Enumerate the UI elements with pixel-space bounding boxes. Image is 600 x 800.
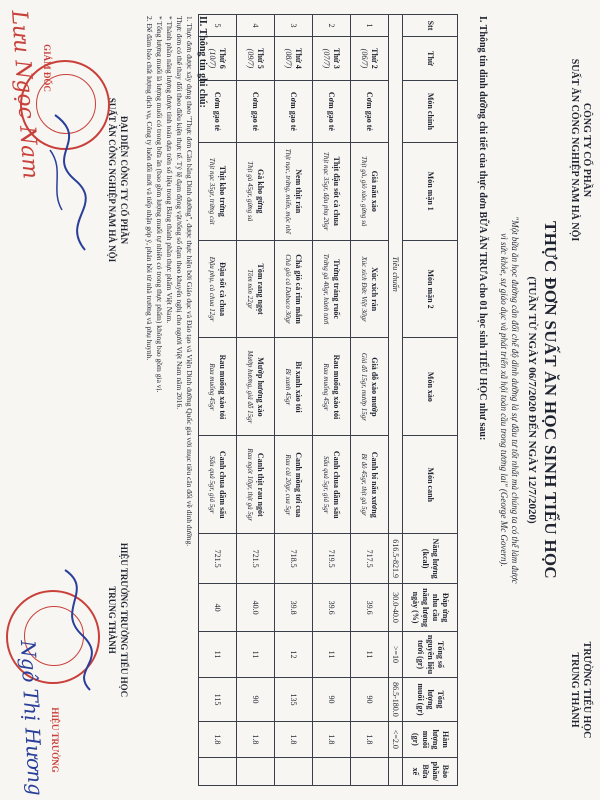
note-line: Thực đơn có thể thay đổi theo điều kiện thực tế. Tỷ lệ đạm động vật/tổng số đạm theo khuyến nghị cho người Việt Nam năm 2016.: [175, 16, 184, 410]
table-cell: 90: [237, 677, 275, 721]
school-sign-line2: TRUNG THÀNH: [107, 586, 117, 654]
dish-detail: Bí đỏ 45gr, thịt gà 5gr: [360, 453, 369, 516]
dish-cell: [237, 142, 275, 240]
dish-detail: Rau ngót 10gr, thịt gà 5gr: [246, 448, 255, 522]
school-principal-role: HIỆU TRƯỞNG: [50, 707, 60, 773]
note-line: * Tổng lượng muối là lượng muối có trong bữa ăn (bao gồm lượng muối tự nhiên có trong thực phẩm) không bao gồm gia vị.: [155, 16, 164, 393]
dish-name: Chả giò cá rim mắm: [294, 254, 304, 324]
standard-row: [389, 15, 403, 786]
company-sign-line2: SUẤT ĂN CÔNG NGHIỆP NAM HÀ NỘI: [107, 97, 117, 263]
dish-name: Bí xanh xào tỏi: [294, 361, 304, 413]
dish-detail: Bí xanh 45gr: [284, 368, 293, 406]
note-line: * Thành phần năng lượng được tính toán dựa trên số liệu trong Bảng thành phần thực phẩm Việt Nam.: [165, 16, 174, 324]
table-cell: 1: [351, 15, 389, 37]
dish-cell: [313, 240, 351, 338]
table-cell: [351, 757, 389, 785]
dish-detail: Thịt nạc 35gr, trứng cút: [208, 157, 217, 225]
header-cell: Món mặn 2: [403, 240, 458, 338]
table-row: [351, 15, 389, 786]
school-name-line1: TRƯỜNG TIỂU HỌC: [581, 641, 592, 739]
dish-name: Canh chua dầm sấu: [332, 450, 342, 519]
menu-table: [198, 14, 458, 786]
dish-cell: [275, 436, 313, 534]
dish-detail: Thịt nạc, trứng, miến, mộc nhĩ: [284, 148, 293, 234]
dish-detail: Sấu quả 5gr, giá 5gr: [208, 456, 217, 514]
table-row: [237, 15, 275, 786]
header-cell: Tổng số nguyên liệu tươi (gr): [403, 632, 458, 678]
table-cell: 717.5: [351, 534, 389, 584]
table-cell: 11: [199, 632, 237, 678]
dish-cell: [199, 240, 237, 338]
table-row: [199, 15, 237, 786]
school-signature-block: [106, 470, 130, 770]
dish-name: Canh thịt rau ngót: [256, 452, 266, 517]
dish-name: Canh chua dầm sấu: [218, 450, 228, 519]
school-principal-name: Ngô Thị Hương: [15, 639, 48, 797]
company-signature-icon: [40, 110, 100, 260]
table-cell: Cơm gạo tẻ: [237, 80, 275, 142]
table-cell: 39.6: [351, 584, 389, 632]
day-name: Thứ 2: [370, 48, 380, 69]
table-cell: 39.6: [313, 584, 351, 632]
header-cell: Tổng lượng muối (gr): [403, 677, 458, 721]
header-cell: Hàm lượng muối (gr): [403, 721, 458, 757]
table-cell: 90: [351, 677, 389, 721]
dish-cell: [313, 338, 351, 436]
table-cell: 40.0: [237, 584, 275, 632]
dish-name: Rau muống xào tỏi: [218, 354, 228, 420]
table-cell: [313, 757, 351, 785]
table-cell: 11: [237, 632, 275, 678]
dish-name: Canh bí nấu xương: [370, 451, 380, 518]
table-cell: 721.5: [237, 534, 275, 584]
day-name: Thứ 5: [256, 48, 266, 69]
school-sign-line1: HIỆU TRƯỞNG TRƯỜNG TIỂU HỌC: [119, 542, 129, 698]
dish-cell: [199, 142, 237, 240]
standard-salt-total: 86.5-180.0: [389, 677, 403, 721]
table-cell: 40: [199, 584, 237, 632]
table-row: [313, 15, 351, 786]
table-cell: 115: [199, 677, 237, 721]
day-name: Thứ 3: [332, 48, 342, 69]
dish-detail: Xúc xích Đức Việt 30gr: [360, 256, 369, 322]
dish-detail: Đậu phụ, cà chua 12gr: [208, 256, 217, 322]
table-cell: [199, 757, 237, 785]
dish-cell: [275, 240, 313, 338]
company-director-role: GIÁM ĐỐC: [42, 44, 52, 92]
header-cell: Thứ: [403, 36, 458, 80]
table-cell: 11: [351, 632, 389, 678]
company-header: [568, 20, 592, 280]
table-cell: 1.8: [351, 721, 389, 757]
table-cell: 2: [313, 15, 351, 37]
dish-cell: [313, 142, 351, 240]
table-cell: 718.5: [275, 534, 313, 584]
table-cell: Cơm gạo tẻ: [275, 80, 313, 142]
day-date: (06/7): [360, 48, 370, 69]
dish-name: Thịt kho trứng: [218, 165, 228, 217]
header-cell: Stt: [403, 15, 458, 37]
dish-name: Giả đỗ xào mướp: [370, 357, 380, 417]
header-cell: Món mặn 1: [403, 142, 458, 240]
dish-detail: Giả đỗ 15gr, mướp 15gr: [360, 352, 369, 421]
day-cell: [313, 36, 351, 80]
dish-name: Gà kho gừng: [256, 169, 266, 214]
table-cell: 1.8: [199, 721, 237, 757]
day-name: Thứ 6: [218, 48, 228, 69]
header-cell: Bảo phần/ Bữa xế: [403, 757, 458, 785]
company-sign-line1: ĐẠI DIỆN CÔNG TY CỔ PHẦN: [119, 115, 129, 245]
dish-name: Rau muống xào tỏi: [332, 354, 342, 420]
day-name: Thứ 4: [294, 48, 304, 69]
table-cell: 3: [275, 15, 313, 37]
table-cell: Cơm gạo tẻ: [313, 80, 351, 142]
standard-energy: 616.5-821.9: [389, 534, 403, 584]
quote-line2: vì sức khỏe, sự giáo dục và phát triển xã hội toàn cầu trong tương lai" (George Mc Govern).: [499, 233, 509, 567]
dish-cell: [351, 338, 389, 436]
dish-cell: [199, 436, 237, 534]
dish-detail: Trứng gà 40gr, hành tươi: [322, 253, 331, 325]
day-cell: [237, 36, 275, 80]
document-title: THỰC ĐƠN SUẤT ĂN HỌC SINH TIỂU HỌC: [541, 221, 560, 579]
header-cell: Món canh: [403, 436, 458, 534]
dish-name: Thịt đậu sốt cà chua: [332, 156, 342, 226]
dish-cell: [313, 436, 351, 534]
dish-cell: [275, 142, 313, 240]
section-2-heading: II. Thông tin ghi chú:: [197, 16, 208, 108]
document-subtitle: (TUẦN TỪ NGÀY 06/7/2020 ĐẾN NGÀY 12/7/2020): [526, 276, 538, 524]
dish-cell: [237, 338, 275, 436]
day-date: (08/7): [284, 48, 294, 69]
dish-name: Canh mồng tơi cua: [294, 452, 304, 518]
day-date: (07/7): [322, 48, 332, 69]
standard-label: Tiêu chuẩn: [389, 15, 403, 534]
table-cell: 1.8: [313, 721, 351, 757]
school-signature-icon: [50, 560, 100, 700]
dish-detail: Thịt nạc 35gr, đậu phụ 20gr: [322, 151, 331, 231]
dish-cell: [237, 436, 275, 534]
dish-name: Mướp hương xào: [256, 357, 266, 417]
dish-detail: Thịt gà 45gr, gừng sả: [246, 161, 255, 222]
header-cell: Món chính: [403, 80, 458, 142]
standard-salt: <=2.0: [389, 721, 403, 757]
note-line: 1. Thực đơn được xây dựng theo "Thực đơn Cân bằng Dinh dưỡng", được thực hiện bởi Giáo dục và Đào tạo và Viện Dinh dưỡng Quốc gia với mục tiêu cân đối về dinh dưỡng.: [185, 16, 194, 547]
quote-line1: "Một bữa ăn học đường cân đối chế độ dinh dưỡng là sự đầu tư tốt nhất mà chúng ta có thể làm được: [510, 216, 520, 584]
company-name-line1: CÔNG TY CỔ PHẦN: [581, 102, 592, 198]
dish-cell: [351, 436, 389, 534]
standard-extra: [389, 757, 403, 785]
day-cell: [275, 36, 313, 80]
dish-cell: [351, 142, 389, 240]
day-cell: [351, 36, 389, 80]
section-1-heading: I. Thông tin dinh dưỡng chi tiết của thực đơn BỮA ĂN TRƯA cho 01 học sinh TIỂU HỌC như sau:: [477, 16, 488, 441]
table-cell: 719.5: [313, 534, 351, 584]
company-director-name: Lưu Ngọc Nam: [6, 9, 43, 180]
notes: [144, 16, 194, 786]
table-cell: Cơm gạo tẻ: [199, 80, 237, 142]
header-cell: Món xào: [403, 338, 458, 436]
dish-name: Trứng tráng ruốc: [332, 259, 342, 319]
school-header: [568, 600, 592, 780]
table-header-row: [403, 15, 458, 786]
standard-pct: 30.0-40.0: [389, 584, 403, 632]
header-cell: Năng lượng (kcal): [403, 534, 458, 584]
dish-detail: Thịt gà, giò xào, gừng sả: [360, 156, 369, 227]
table-cell: 90: [313, 677, 351, 721]
table-cell: Cơm gạo tẻ: [351, 80, 389, 142]
table-cell: 135: [275, 677, 313, 721]
menu-rows: [199, 15, 389, 786]
dish-detail: Tôm nõn 22gr: [246, 269, 255, 309]
company-name-line2: SUẤT ĂN CÔNG NGHIỆP NAM HÀ NỘI: [569, 58, 580, 242]
quote: [498, 40, 520, 760]
day-date: (10/7): [208, 48, 218, 69]
dish-cell: [275, 338, 313, 436]
table-cell: 5: [199, 15, 237, 37]
dish-detail: Rau muống 45gr: [322, 363, 331, 411]
dish-detail: Rau muống 45gr: [208, 363, 217, 411]
dish-name: Nem thịt rán: [294, 169, 304, 214]
dish-detail: Chả giò cá Dabaco 30gr: [284, 254, 293, 324]
dish-detail: Sấu quả 5gr, giá 5gr: [322, 456, 331, 514]
dish-name: Đậu sốt cà chua: [218, 262, 228, 317]
dish-cell: [237, 240, 275, 338]
school-name-line2: TRUNG THÀNH: [569, 652, 580, 728]
table-cell: [275, 757, 313, 785]
table-cell: 11: [313, 632, 351, 678]
table-cell: 721.5: [199, 534, 237, 584]
dish-name: Giả nấu xáo: [370, 170, 380, 212]
note-line: 2. Để đảm bảo chất lượng dịch vụ, Công ty luôn đổi mới và tiếp nhận góp ý, phản hồi từ nhà trường và phụ huynh.: [145, 16, 154, 361]
day-date: (09/7): [246, 48, 256, 69]
standard-fresh: >=10: [389, 632, 403, 678]
dish-cell: [199, 338, 237, 436]
table-cell: 39.8: [275, 584, 313, 632]
table-cell: [237, 757, 275, 785]
table-cell: 12: [275, 632, 313, 678]
table-cell: 4: [237, 15, 275, 37]
table-cell: 1.8: [237, 721, 275, 757]
company-signature-block: [106, 40, 130, 320]
table-cell: 1.8: [275, 721, 313, 757]
dish-detail: Mướp hương, giá đỗ 15gr: [246, 350, 255, 424]
dish-name: Xúc xích rán: [370, 267, 380, 312]
header-cell: Đáp ứng nhu cầu năng lượng ngày (%): [403, 584, 458, 632]
dish-detail: Rau cải 20gr, cua 5gr: [284, 454, 293, 516]
dish-cell: [351, 240, 389, 338]
dish-name: Tôm rang ngọt: [256, 263, 266, 315]
table-row: [275, 15, 313, 786]
